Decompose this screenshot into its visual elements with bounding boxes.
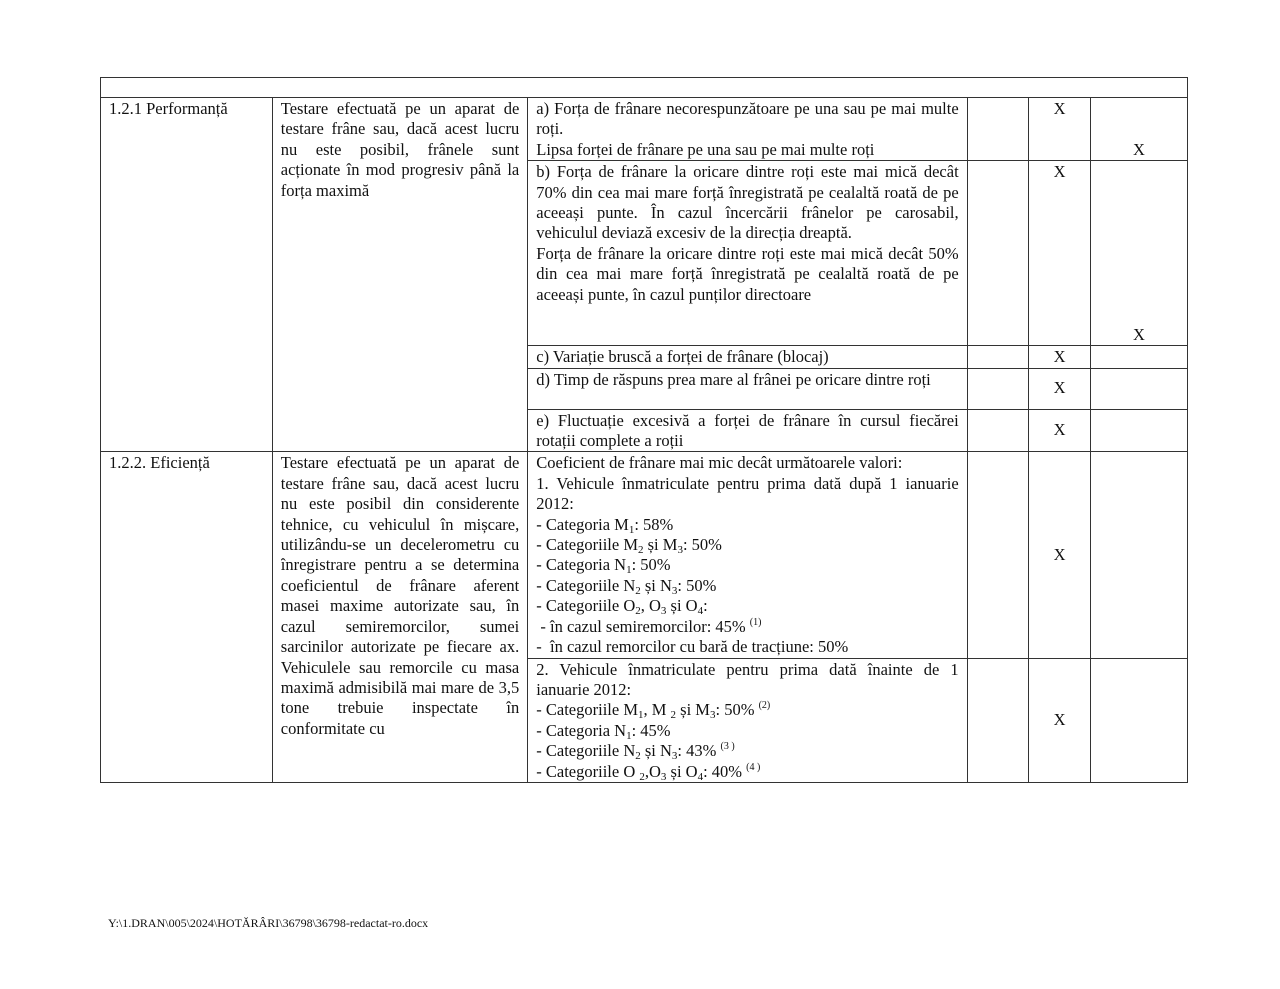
mark-cell-minor <box>967 346 1029 368</box>
mark-cell-minor <box>967 161 1029 346</box>
defect-text: Forța de frânare la oricare dintre roți este mai mică decât 50% din cea mai mare forță înregistrată pe cealaltă roată de pe aceeași punte, în cazul punților directoare <box>536 243 959 304</box>
defect-text: 1. Vehicule înmatriculate pentru prima dată după 1 ianuarie 2012: <box>536 473 959 514</box>
mark-cell-dangerous <box>1090 161 1187 346</box>
defect-text: b) Forța de frânare la oricare dintre roți este mai mică decât 70% din cea mai mare forță înregistrată pe cealaltă roată de pe aceeași punte. În cazul încercării frânelor pe carosabil, vehiculul deviază excesiv de la direcția dreaptă. <box>536 162 959 243</box>
mark-cell-dangerous <box>1090 98 1187 161</box>
semitrailer-value: - în cazul semiremorcilor: 45% $^{(1)}$ <box>536 616 762 636</box>
defect-cell <box>528 161 967 346</box>
defect-text: c) Variație bruscă a forței de frânare (blocaj) <box>536 347 829 367</box>
defect-text: d) Timp de răspuns prea mare al frânei pe oricare dintre roți <box>536 369 931 389</box>
mark-cell-dangerous <box>1090 346 1187 368</box>
table-row <box>101 98 1188 161</box>
method-text-wrapper <box>281 453 519 775</box>
defect-text: a) Forța de frânare necorespunzătoare pe una sau pe mai multe roți. <box>536 99 959 139</box>
mark-x: X <box>1053 420 1066 440</box>
empty-header-cell <box>101 78 1188 98</box>
defect-cell <box>528 452 967 658</box>
mark-cell-minor <box>967 409 1029 452</box>
drawbar-trailer-value: - în cazul remorcilor cu bară de tracțiune: 50% <box>536 637 849 657</box>
defect-text: Lipsa forței de frânare pe una sau pe mai multe roți <box>536 139 875 159</box>
mark-cell-minor <box>967 658 1029 782</box>
defect-text: 2. Vehicule înmatriculate pentru prima dată înainte de 1 ianuarie 2012: <box>536 659 959 699</box>
method-cell <box>272 452 527 783</box>
defect-cell <box>528 346 967 368</box>
mark-cell-major <box>1029 368 1091 409</box>
mark-x: X <box>1133 139 1145 159</box>
defect-heading: Coeficient de frânare mai mic decât următoarele valori: <box>536 453 903 473</box>
mark-cell-dangerous <box>1090 368 1187 409</box>
category-m1: - Categoria $M_1$: 58% <box>536 514 674 536</box>
mark-cell-dangerous <box>1090 409 1187 452</box>
mark-cell-minor <box>967 452 1029 658</box>
table-row <box>101 452 1188 658</box>
mark-x: X <box>1053 544 1066 564</box>
category-m1-m2-m3: - Categoriile $M_1$, M $_2$ și $M_3$: 50% $^{(2)}$ <box>536 700 771 722</box>
mark-x: X <box>1053 346 1066 366</box>
mark-cell-major <box>1029 658 1091 782</box>
mark-cell-dangerous <box>1090 452 1187 658</box>
mark-x: X <box>1053 710 1066 730</box>
footer-file-path: Y:\1.DRAN\005\2024\HOTĂRÂRI\36798\36798-redactat-ro.docx <box>108 916 429 930</box>
item-label: 1.2.2. Eficiență <box>109 453 210 473</box>
mark-cell-major <box>1029 452 1091 658</box>
mark-cell-minor <box>967 98 1029 161</box>
category-o: - Categoriile O $_2,O_3$ și $O_4$: 40% $^{(4 )}$ <box>536 761 761 783</box>
category-m2-m3: - Categoriile $M_2$ și $M_3$: 50% <box>536 535 722 557</box>
mark-cell-dangerous <box>1090 658 1187 782</box>
item-label: 1.2.1 Performanță <box>109 99 228 118</box>
category-o: - Categoriile $O_2$, $O_3$ și $O_4$: <box>536 596 708 618</box>
defect-cell <box>528 658 967 782</box>
mark-cell-major <box>1029 346 1091 368</box>
method-text: Testare efectuată pe un aparat de testare frâne sau, dacă acest lucru nu este posibil din considerente tehnice, cu vehiculul în mișcare, utilizându-se un decelerometru cu înregistrare pentru a se determina coeficientul de frânare aferent masei maxime autorizate sau, în cazul semiremorcilor, sumei sarcinilor autorizate pe fiecare ax. Vehiculele sau remorcile cu masa maximă admisibilă mai mare de 3,5 tone trebuie inspectate în conformitate cu <box>280 453 520 738</box>
category-n2-n3: - Categoriile $N_2$ și $N_3$: 50% <box>536 575 717 597</box>
defect-cell <box>528 409 967 452</box>
inspection-table <box>100 77 1188 783</box>
mark-cell-major <box>1029 161 1091 346</box>
defect-cell <box>528 98 967 161</box>
item-cell <box>101 98 273 452</box>
mark-x: X <box>1053 99 1066 118</box>
defect-text: e) Fluctuație excesivă a forței de frânare în cursul fiecărei rotații complete a roții <box>536 410 959 451</box>
table-header-empty-row <box>101 78 1188 98</box>
method-text: Testare efectuată pe un aparat de testare frâne sau, dacă acest lucru nu este posibil, frânele sunt acționate în mod progresiv până la forța maximă <box>280 99 520 200</box>
item-cell <box>101 452 273 783</box>
mark-x: X <box>1053 378 1066 398</box>
mark-cell-minor <box>967 368 1029 409</box>
mark-x: X <box>1053 162 1066 182</box>
category-n1: - Categoria $N_1$: 45% <box>536 720 671 742</box>
defect-cell <box>528 368 967 409</box>
category-n1: - Categoria $N_1$: 50% <box>536 555 671 577</box>
category-n2-n3: - Categoriile $N_2$ și $N_3$: 43% $^{(3 )}$ <box>536 741 735 763</box>
mark-cell-major <box>1029 98 1091 161</box>
mark-x: X <box>1133 324 1145 344</box>
mark-cell-major <box>1029 409 1091 452</box>
method-cell <box>272 98 527 452</box>
